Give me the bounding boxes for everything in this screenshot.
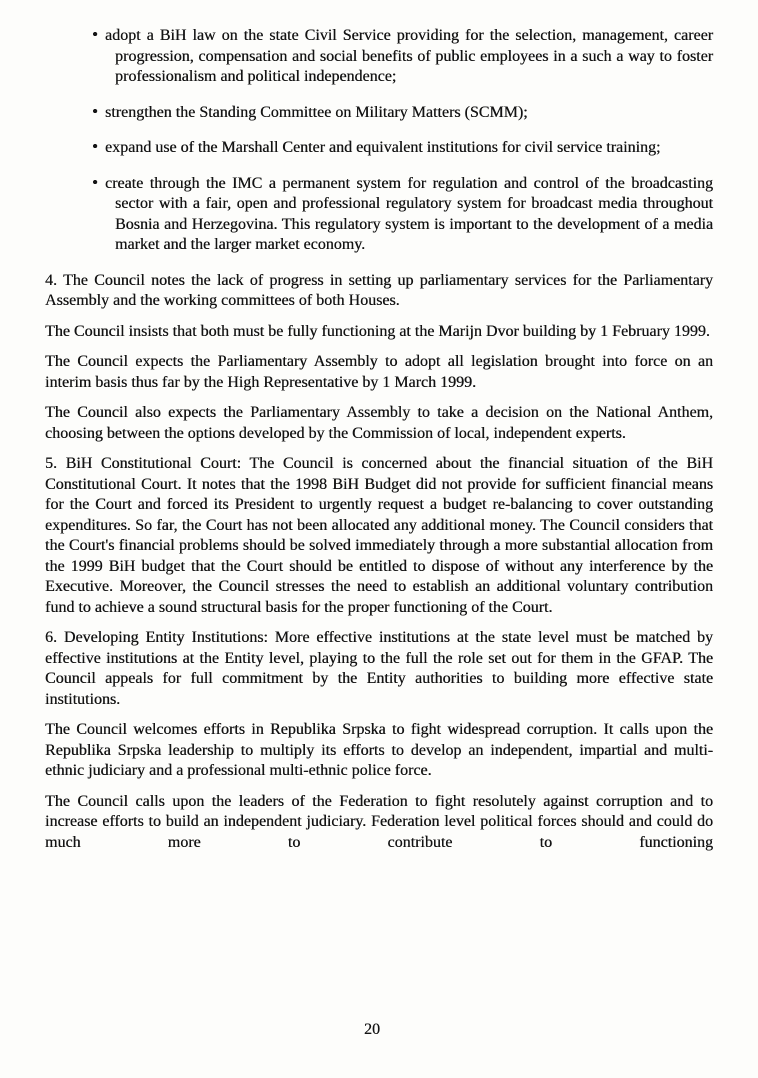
paragraph-6: 6. Developing Entity Institutions: More effective institutions at the state level must be matched by effective institutions at the Entity level, playing to the full the role set out for them in the GFAP. The Council appeals for full commitment by the Entity authorities to building more effective state institutions. (45, 629, 713, 708)
page-footer (0, 1020, 758, 1078)
paragraph: The Council calls upon the leaders of the Federation to fight resolutely against corruption and to increase efforts to build an independent judiciary. Federation level political forces should and could do much more to contribute to functioning (45, 792, 713, 851)
paragraph-5: 5. BiH Constitutional Court: The Council is concerned about the financial situation of the BiH Constitutional Court. It notes that the 1998 BiH Budget did not provide for sufficient financial means for the Court and forced its President to urgently request a budget re-balancing to cover outstanding expenditures. So far, the Court has not been allocated any additional money. The Council considers that the Court's financial problems should be solved immediately through a more substantial allocation from the 1999 BiH budget that the Court should be entitled to dispose of without any interference by the Executive. Moreover, the Council stresses the need to establish an additional voluntary contribution fund to achieve a sound structural basis for the proper functioning of the Court. (45, 455, 713, 616)
bullet-item: • adopt a BiH law on the state Civil Service providing for the selection, management, career progression, compensation and social benefits of public employees in a such a way to foster professionalism and political independence; (45, 26, 713, 88)
paragraph: The Council insists that both must be fully functioning at the Marijn Dvor building by 1 February 1999. (45, 322, 710, 340)
bullet-item: • expand use of the Marshall Center and equivalent institutions for civil service training; (45, 138, 713, 159)
page-number: 20 (364, 1021, 380, 1038)
bullet-list (45, 26, 713, 256)
bullet-item: • strengthen the Standing Committee on Military Matters (SCMM); (45, 103, 713, 124)
bullet-item: • create through the IMC a permanent system for regulation and control of the broadcasting sector with a fair, open and professional regulatory system for broadcast media throughout Bosnia and Herzegovina. This regulatory system is important to the development of a media market and the larger market economy. (45, 174, 713, 256)
paragraph: The Council welcomes efforts in Republika Srpska to fight widespread corruption. It calls upon the Republika Srpska leadership to multiply its efforts to develop an independent, impartial and multi-ethnic judiciary and a professional multi-ethnic police force. (45, 721, 713, 779)
paragraph: The Council also expects the Parliamentary Assembly to take a decision on the National Anthem, choosing between the options developed by the Commission of local, independent experts. (45, 404, 713, 442)
paragraph-4: 4. The Council notes the lack of progress in setting up parliamentary services for the Parliamentary Assembly and the working committees of both Houses. (45, 271, 713, 309)
paragraph: The Council expects the Parliamentary Assembly to adopt all legislation brought into force on an interim basis thus far by the High Representative by 1 March 1999. (45, 353, 713, 391)
